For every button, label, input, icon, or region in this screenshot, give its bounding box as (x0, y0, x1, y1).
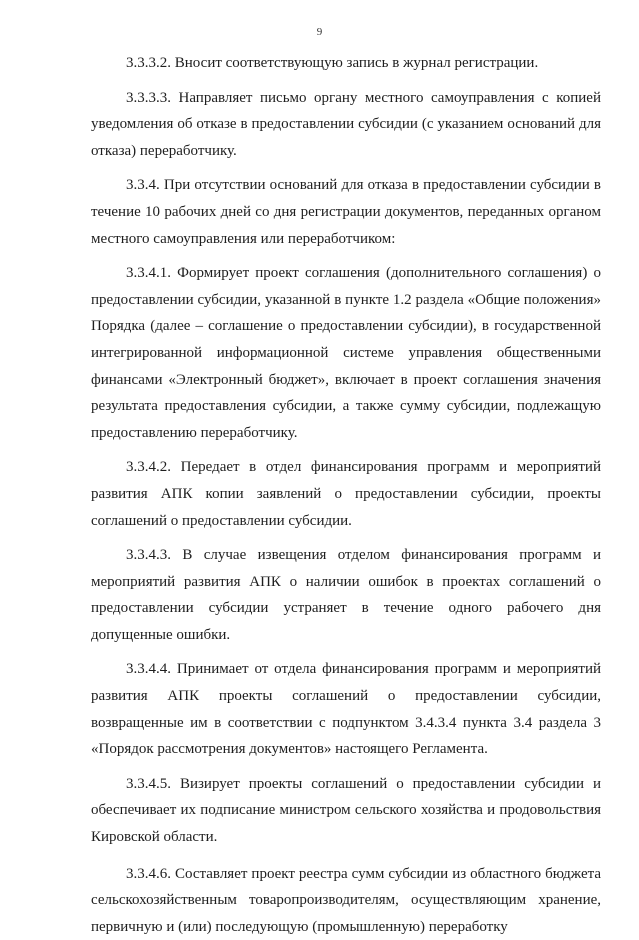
paragraph-3-3-3-2: 3.3.3.2. Вносит соответствующую запись в журнал регистрации. (126, 55, 539, 71)
paragraph-3-3-4-6: 3.3.4.6. Составляет проект реестра сумм субсидии из областного бюджета сельскохозяйственным товаропроизводителям, осуществляющим хранение, первичную и (или) последующую (промышленную) переработку (91, 865, 601, 935)
paragraph-3-3-3-3: 3.3.3.3. Направляет письмо органу местного самоуправления с копией уведомления об отказе в предоставлении субсидии (с указанием оснований для отказа) переработчику. (91, 89, 601, 159)
paragraph-3-3-4: 3.3.4. При отсутствии оснований для отказа в предоставлении субсидии в течение 10 рабочих дней со дня регистрации документов, переданных органом местного самоуправления или переработчиком: (91, 177, 601, 247)
page-number: 9 (316, 26, 323, 38)
paragraph-3-3-4-2: 3.3.4.2. Передает в отдел финансирования программ и мероприятий развития АПК копии заявлений о предоставлении субсидии, проекты соглашений о предоставлении субсидии. (91, 459, 601, 529)
paragraph-3-3-4-3: 3.3.4.3. В случае извещения отделом финансирования программ и мероприятий развития АПК о наличии ошибок в проектах соглашений о предоставлении субсидии устраняет в течение одного рабочего дня допущенные ошибки. (91, 547, 601, 643)
paragraph-3-3-4-5: 3.3.4.5. Визирует проекты соглашений о предоставлении субсидии и обеспечивает их подписание министром сельского хозяйства и продовольствия Кировской области. (91, 775, 601, 846)
paragraph-3-3-4-1: 3.3.4.1. Формирует проект соглашения (дополнительного соглашения) о предоставлении субсидии, указанной в пункте 1.2 раздела «Общие положения» Порядка (далее – соглашение о предоставлении субсидии), в государственной интегрированной информационной системе управления общественными финансами «Электронный бюджет», включает в проект соглашения значения результата предоставления субсидии, а также сумму субсидии, подлежащую предоставлению переработчику. (91, 265, 601, 441)
paragraph-3-3-4-4: 3.3.4.4. Принимает от отдела финансирования программ и мероприятий развития АПК проекты соглашений о предоставлении субсидии, возвращенные им в соответствии с подпунктом 3.4.3.4 пункта 3.4 раздела 3 «Порядок рассмотрения документов» настоящего Регламента. (91, 661, 601, 758)
document-body (91, 50, 601, 940)
